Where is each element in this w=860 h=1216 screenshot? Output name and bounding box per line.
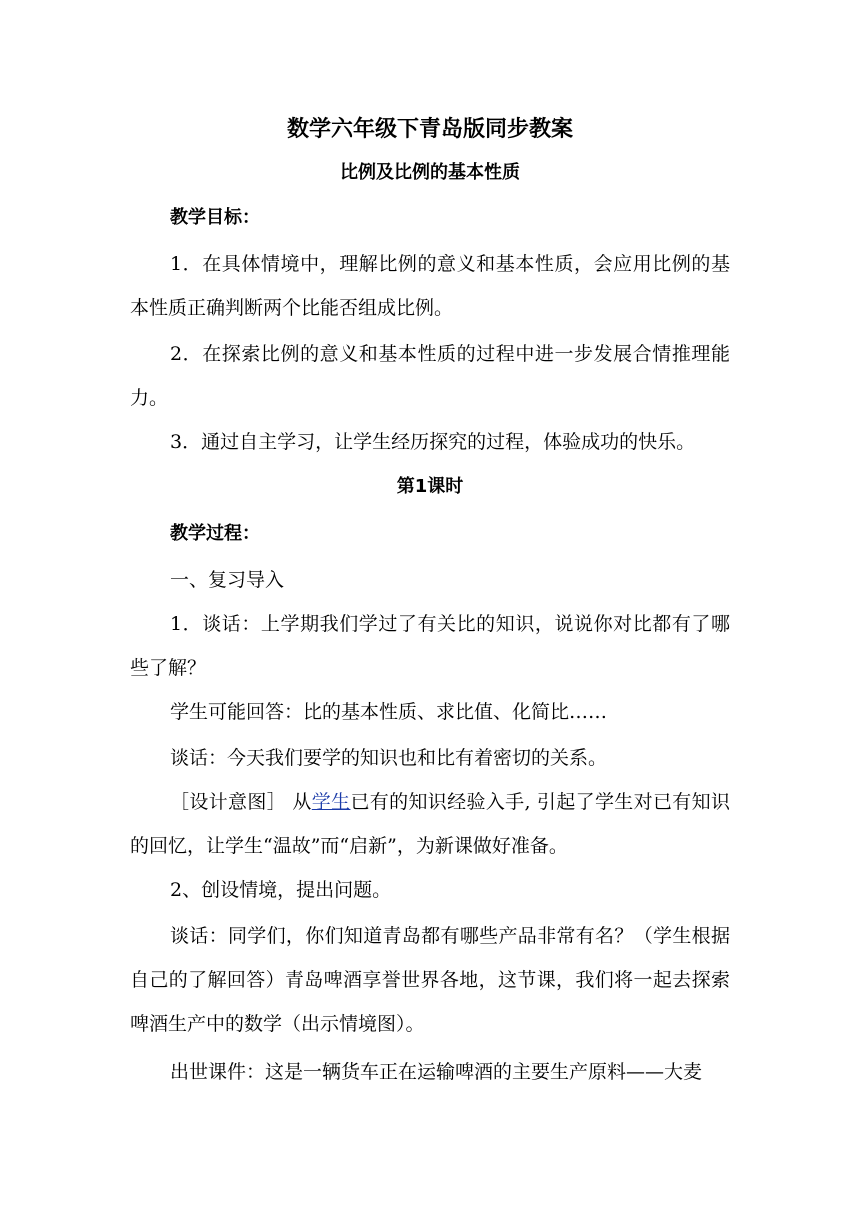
design-intent-paragraph [130, 780, 730, 868]
objective-2: 2．在探索比例的意义和基本性质的过程中进一步发展合情推理能力。 [130, 343, 730, 409]
design-intent-prefix: ［设计意图］ 从 [170, 791, 312, 813]
student-link[interactable]: 学生 [311, 791, 351, 813]
document-subtitle: 比例及比例的基本性质 [340, 162, 520, 183]
objectives-heading: 教学目标： [170, 207, 260, 228]
student-answer: 学生可能回答：比的基本性质、求比值、化简比…… [170, 701, 608, 723]
objective-3: 3．通过自主学习，让学生经历探究的过程，体验成功的快乐。 [170, 431, 696, 453]
lesson-heading: 第1课时 [396, 476, 464, 497]
section-review-intro: 一、复习导入 [170, 569, 285, 591]
talk-paragraph-1: 1．谈话：上学期我们学过了有关比的知识，说说你对比都有了哪些了解？ [130, 613, 730, 679]
objective-1: 1．在具体情境中，理解比例的意义和基本性质，会应用比例的基本性质正确判断两个比能否组成比例。 [130, 253, 730, 319]
courseware-paragraph: 出世课件：这是一辆货车正在运输啤酒的主要生产原料——大麦 [170, 1061, 703, 1083]
talk-paragraph-3: 谈话：同学们，你们知道青岛都有哪些产品非常有名？（学生根据自己的了解回答）青岛啤酒享誉世界各地，这节课，我们将一起去探索啤酒生产中的数学（出示情境图）。 [130, 925, 730, 1035]
design-intent-rest: 已有的知识经验入手, 引起了学生对已有知识的回忆，让学生“温故”而“启新”，为新课做好准备。 [130, 791, 730, 857]
section-create-situation: 2、创设情境，提出问题。 [170, 879, 392, 901]
talk-paragraph-2: 谈话：今天我们要学的知识也和比有着密切的关系。 [170, 747, 608, 769]
document-title: 数学六年级下青岛版同步教案 [286, 117, 573, 142]
process-heading: 教学过程： [170, 523, 260, 544]
